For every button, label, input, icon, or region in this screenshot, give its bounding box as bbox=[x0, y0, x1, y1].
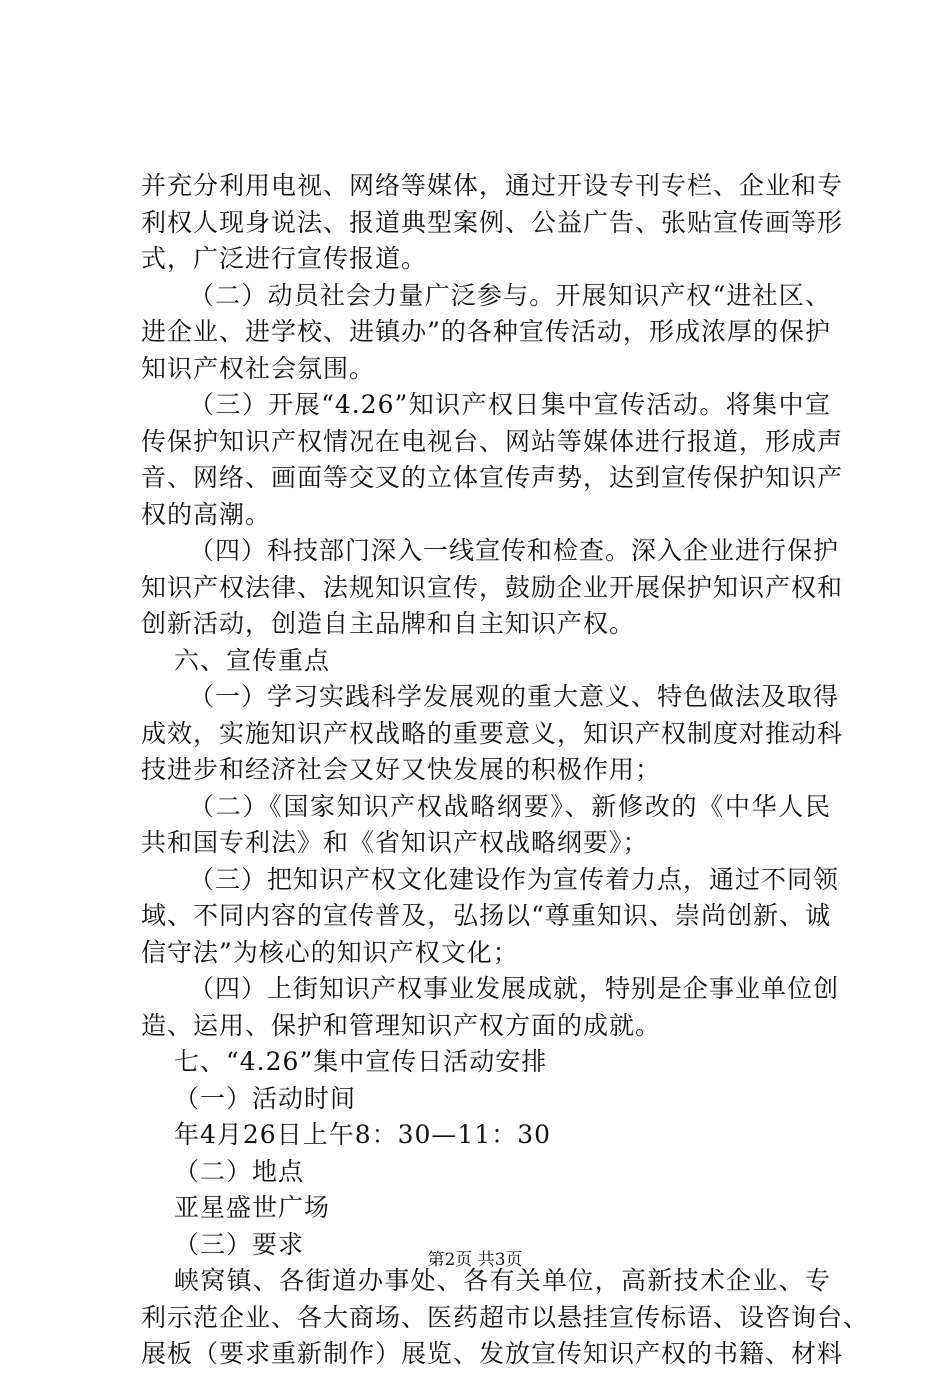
text-line: （二）《国家知识产权战略纲要》、新修改的《中华人民 bbox=[189, 791, 831, 821]
text-line: （三）要求 bbox=[174, 1229, 305, 1259]
text-line: 信守法”为核心的知识产权文化； bbox=[141, 937, 519, 967]
text-line: 进企业、进学校、进镇办”的各种宣传活动，形成浓厚的保护 bbox=[141, 317, 831, 346]
text-line: 技进步和经济社会又好又快发展的积极作用； bbox=[141, 755, 662, 784]
text-line: 成效，实施知识产权战略的重要意义，知识产权制度对推动科 bbox=[141, 718, 844, 748]
text-line: 音、网络、画面等交叉的立体宣传声势，达到宣传保护知识产 bbox=[141, 463, 844, 492]
text-line: 知识产权法律、法规知识宣传，鼓励企业开展保护知识产权和 bbox=[141, 572, 844, 602]
text-line: 年4月26日上午8：30—11：30 bbox=[174, 1120, 552, 1149]
text-line: （四）科技部门深入一线宣传和检查。深入企业进行保护 bbox=[189, 536, 840, 565]
text-line: 七、“4.26”集中宣传日活动安排 bbox=[174, 1047, 548, 1076]
text-line: （三）把知识产权文化建设作为宣传着力点，通过不同领 bbox=[189, 864, 840, 894]
text-line: （二）地点 bbox=[174, 1156, 305, 1186]
text-line: 式，广泛进行宣传报道。 bbox=[141, 244, 428, 273]
text-line: （一）活动时间 bbox=[174, 1083, 357, 1113]
text-line: 利权人现身说法、报道典型案例、公益广告、张贴宣传画等形 bbox=[141, 207, 844, 237]
text-line: 展板（要求重新制作）展览、发放宣传知识产权的书籍、材料 bbox=[141, 1339, 844, 1368]
document-body bbox=[141, 168, 870, 1373]
text-line: （一）学习实践科学发展观的重大意义、特色做法及取得 bbox=[189, 682, 840, 711]
text-line: （三）开展“4.26”知识产权日集中宣传活动。将集中宣 bbox=[189, 390, 831, 419]
text-line: 创新活动，创造自主品牌和自主知识产权。 bbox=[141, 609, 636, 638]
text-line: 六、宣传重点 bbox=[174, 645, 331, 675]
text-line: 知识产权社会氛围。 bbox=[141, 353, 376, 383]
text-line: （四）上街知识产权事业发展成就，特别是企事业单位创 bbox=[189, 974, 840, 1003]
text-line: （二）动员社会力量广泛参与。开展知识产权“进社区、 bbox=[189, 280, 831, 310]
text-line: 权的高潮。 bbox=[141, 499, 272, 529]
text-line: 亚星盛世广场 bbox=[174, 1193, 331, 1222]
text-line: 共和国专利法》和《省知识产权战略纲要》； bbox=[141, 828, 649, 857]
text-line: 并充分利用电视、网络等媒体，通过开设专刊专栏、企业和专 bbox=[141, 171, 844, 200]
text-line: 峡窝镇、各街道办事处、各有关单位，高新技术企业、专 bbox=[174, 1266, 831, 1295]
text-line: 造、运用、保护和管理知识产权方面的成就。 bbox=[141, 1010, 662, 1040]
text-line: 利示范企业、各大商场、医药超市以悬挂宣传标语、设咨询台、 bbox=[141, 1302, 870, 1332]
text-line: 域、不同内容的宣传普及，弘扬以“尊重知识、崇尚创新、诚 bbox=[141, 901, 831, 930]
text-line: 传保护知识产权情况在电视台、网站等媒体进行报道，形成声 bbox=[141, 426, 844, 456]
page-footer: 第2页 共3页 bbox=[427, 1250, 523, 1270]
